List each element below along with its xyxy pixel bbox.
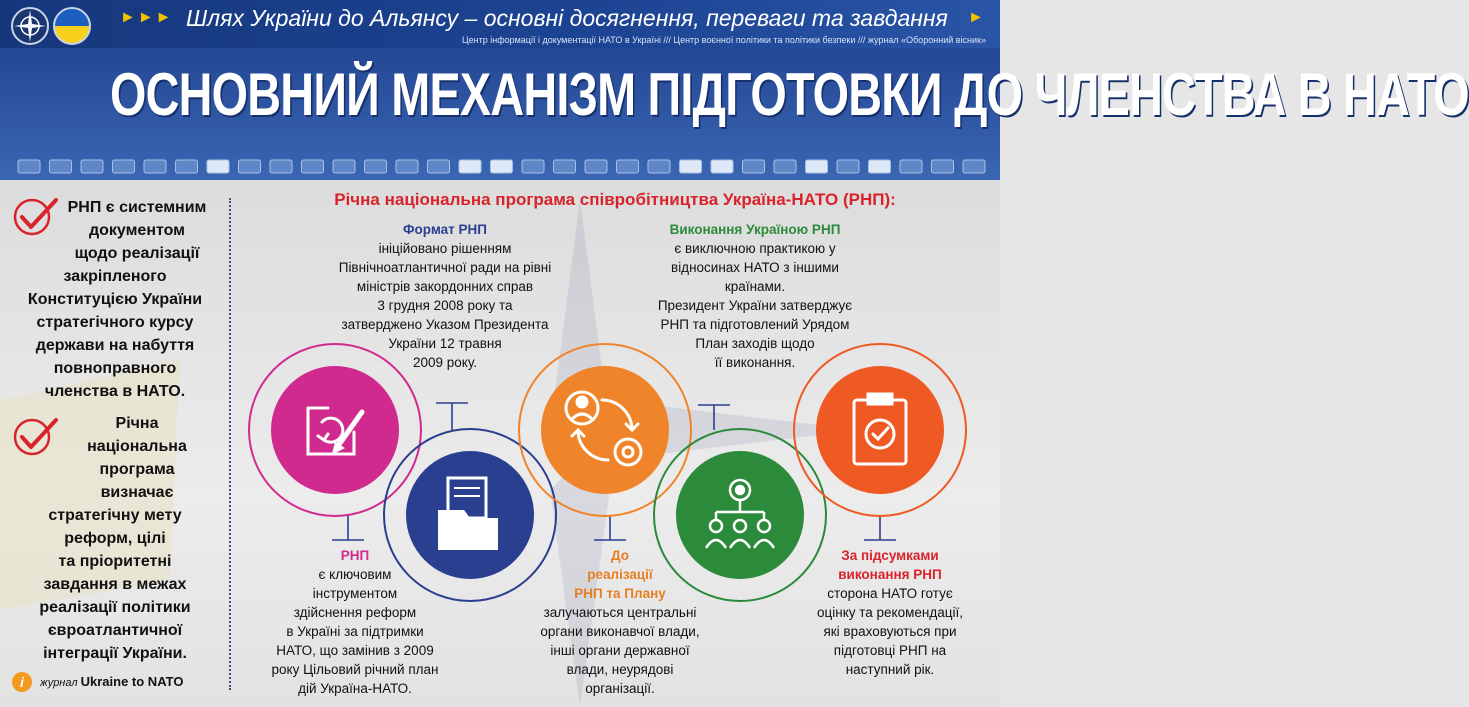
text-line: організації. — [585, 681, 655, 696]
text-line: стратегічного курсу — [36, 314, 194, 331]
text-line: національна — [87, 438, 187, 455]
text-line: органи виконавчої влади, — [540, 624, 700, 639]
decorative-square — [585, 160, 607, 173]
info-icon: i — [12, 672, 32, 692]
text-line: наступний рік. — [845, 662, 935, 677]
decorative-square — [774, 160, 796, 173]
decorative-square — [617, 160, 639, 173]
text-line: інструментом — [312, 586, 398, 601]
text-line: дій Україна-НАТО. — [298, 681, 412, 696]
text-line: України 12 травня — [388, 336, 502, 351]
disc-deep-orange — [816, 366, 944, 494]
decorative-square — [963, 160, 985, 173]
text-line: документом — [88, 222, 186, 239]
text-line: в Україні за підтримки — [286, 624, 424, 639]
text-line: інші органи державної — [550, 643, 690, 658]
disc-orange — [541, 366, 669, 494]
header-banner — [0, 0, 1469, 180]
text-line: затверджено Указом Президента — [341, 317, 549, 332]
block-heading: За підсумками — [841, 548, 939, 563]
header-arrow-end: ► — [968, 9, 984, 26]
text-line: Конституцією України — [27, 291, 203, 308]
decorative-square — [333, 160, 355, 173]
decorative-square — [554, 160, 576, 173]
block-heading: РНП та Плану — [574, 586, 666, 601]
text-line: та пріоритетні — [58, 553, 172, 570]
text-line: є ключовим — [318, 567, 392, 582]
text-line: закріпленого — [63, 268, 167, 285]
decorative-square — [869, 160, 891, 173]
header-arrows: ►►► — [120, 9, 174, 26]
text-line: міністрів закордонних справ — [356, 279, 534, 294]
block-heading: До — [610, 548, 630, 563]
decorative-square — [680, 160, 702, 173]
decorative-square — [239, 160, 261, 173]
decorative-square — [270, 160, 292, 173]
disc-pink — [271, 366, 399, 494]
text-line: реалізації політики — [39, 599, 191, 616]
text-line: стратегічну мету — [48, 507, 182, 524]
text-line: 2009 року. — [412, 355, 477, 370]
decorative-square — [207, 160, 229, 173]
text-line: визначає — [100, 484, 174, 501]
decorative-square — [491, 160, 513, 173]
text-line: року Цільовий річний план — [271, 662, 439, 677]
text-line: повноправного — [53, 360, 177, 377]
journal-name: Ukraine to NATO — [80, 674, 184, 689]
block-heading: реалізації — [587, 567, 653, 582]
decorative-square — [50, 160, 72, 173]
decorative-square — [176, 160, 198, 173]
text-line: відносинах НАТО з іншими — [671, 260, 839, 275]
left-block-rnp-system — [10, 196, 220, 403]
text-line: залучаються центральні — [543, 605, 697, 620]
text-line: План заходів щодо — [695, 336, 815, 351]
program-title: Річна національна програма співробітництва Україна-НАТО (РНП): — [334, 190, 896, 209]
decorative-square — [711, 160, 733, 173]
text-line: реформ, цілі — [64, 530, 166, 547]
decorative-square — [743, 160, 765, 173]
text-line: щодо реалізації — [74, 245, 200, 262]
text-line: підготовці РНП на — [833, 643, 947, 658]
text-line: Президент України затверджує — [657, 298, 853, 313]
decorative-square — [302, 160, 324, 173]
left-block-annual-program — [10, 412, 220, 665]
text-line: є виключною практикою у — [674, 241, 836, 256]
header-credits: Центр інформації і документації НАТО в Україні /// Центр воєнної політики та політики безпеки /// журнал «Оборонний вісник» — [461, 35, 986, 45]
flags-emblem — [10, 6, 100, 46]
ukraine-flag-icon — [54, 8, 90, 44]
decorative-square — [365, 160, 387, 173]
decorative-square — [81, 160, 103, 173]
decorative-square — [18, 160, 40, 173]
header-subtitle: Шлях України до Альянсу – основні досягнення, переваги та завдання — [186, 5, 948, 31]
decorative-square — [837, 160, 859, 173]
decorative-square — [113, 160, 135, 173]
text-line: ініційовано рішенням — [378, 241, 512, 256]
text-line: країнами. — [724, 279, 786, 294]
text-line: оцінку та рекомендації, — [817, 605, 963, 620]
block-heading: Виконання Україною РНП — [669, 222, 841, 237]
text-line: її виконання. — [714, 355, 796, 370]
block-heading: РНП — [340, 548, 370, 563]
journal-prefix: журнал — [40, 677, 78, 689]
text-line: сторона НАТО готує — [827, 586, 953, 601]
block-heading: виконання РНП — [838, 567, 942, 582]
decorative-square — [459, 160, 481, 173]
text-line: здійснення реформ — [293, 605, 417, 620]
text-line: НАТО, що замінив з 2009 — [276, 643, 434, 658]
page-title: ОСНОВНИЙ МЕХАНІЗМ ПІДГОТОВКИ ДО ЧЛЕНСТВА В НАТО — [110, 61, 1469, 128]
decorative-square — [932, 160, 954, 173]
decorative-square — [648, 160, 670, 173]
nato-emblem-icon — [12, 8, 48, 44]
text-line: програма — [99, 461, 175, 478]
process-diagram — [230, 350, 1000, 707]
block-heading: Формат РНП — [403, 222, 487, 237]
text-line: РНП та підготовлений Урядом — [660, 317, 850, 332]
text-line: які враховуються при — [823, 624, 957, 639]
text-line: членства в НАТО. — [44, 383, 186, 400]
text-line: 3 грудня 2008 року та — [377, 298, 513, 313]
decorative-square — [806, 160, 828, 173]
decorative-square — [396, 160, 418, 173]
disc-navy — [406, 451, 534, 579]
text-line: РНП є системним — [67, 199, 207, 216]
text-line: держави на набуття — [35, 337, 195, 354]
text-line: Річна — [115, 415, 159, 432]
text-line: інтеграції України. — [43, 645, 187, 662]
text-line: завдання в межах — [43, 576, 187, 593]
decorative-square — [144, 160, 166, 173]
text-line: євроатлантичної — [47, 622, 183, 639]
decorative-square — [522, 160, 544, 173]
decorative-square — [900, 160, 922, 173]
decorative-squares — [8, 158, 998, 176]
journal-credit — [40, 674, 183, 689]
text-line: влади, неурядові — [566, 662, 674, 677]
decorative-square — [428, 160, 450, 173]
disc-green — [676, 451, 804, 579]
text-line: Північноатлантичної ради на рівні — [338, 260, 552, 275]
